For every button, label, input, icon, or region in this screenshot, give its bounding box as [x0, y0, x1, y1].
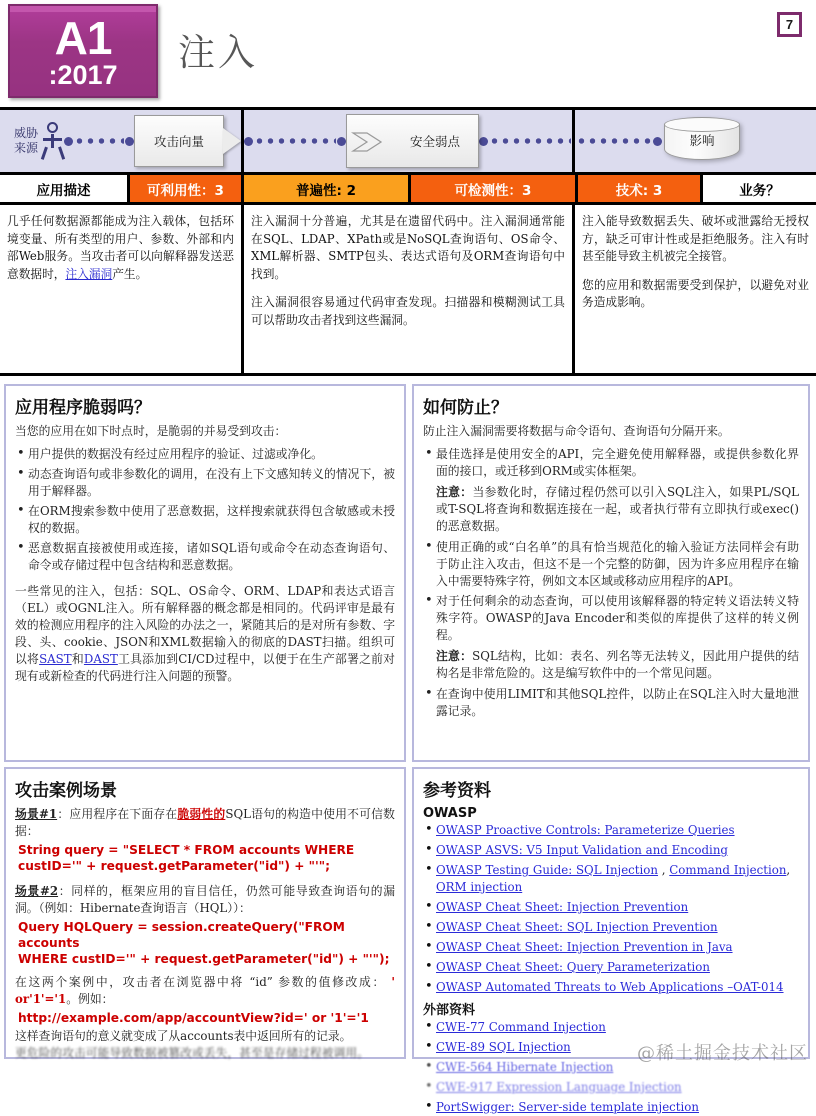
list-item: • 使用正确的或“白名单”的具有恰当规范化的输入验证方法同样会有助于防止注入攻击，但这不是一个完整的防御，因为许多应用程序在输入中需要特殊字符，例如文本区域或移动应用程序的API。: [436, 539, 799, 590]
reference-link[interactable]: CWE-89 SQL Injection: [436, 1040, 571, 1054]
list-item: [436, 1019, 799, 1036]
reference-link[interactable]: OWASP Automated Threats to Web Applications –OAT-014: [436, 980, 784, 994]
reference-link[interactable]: OWASP Cheat Sheet: Injection Prevention in Java: [436, 940, 733, 954]
list-item: [436, 919, 799, 936]
reference-link[interactable]: CWE-564 Hibernate Injection: [436, 1060, 614, 1074]
middle-panel-row: [0, 379, 816, 762]
list-item: [436, 1099, 799, 1116]
attack-vector-box: 攻击向量: [134, 115, 224, 167]
dotted-connector-3: [489, 138, 571, 144]
ref-separator-2: ,: [786, 863, 791, 877]
desc1-part1: 几乎任何数据源都能成为注入载体，包括环境变量、所有类型的用户、参数、外部和内部Web服务。当攻击者可以向解释器发送恶意数据时，: [7, 214, 234, 281]
closing-part-b: 。例如：: [66, 992, 114, 1006]
prevent-bullet-list-2: [423, 539, 799, 644]
connector-dot-end-4: [653, 137, 662, 146]
list-item: • 对于任何剩余的动态查询，可以使用该解释器的特定转义语法转义特殊字符。OWASP的Java Encoder和类似的库提供了这样的转义例程。: [436, 593, 799, 644]
threat-source-line-2: 来源: [14, 141, 39, 155]
code-line: custID='" + request.getParameter("id") + "'";: [18, 859, 330, 873]
page-number-badge: 7: [777, 12, 802, 37]
rating-detectability: 可检测性：3: [411, 175, 578, 202]
code-line: String query = "SELECT * FROM accounts WHERE: [18, 843, 355, 857]
note-2-text: SQL结构，比如：表名、列名等无法转义，因此用户提供的结构名是非常危险的。这是编写软件中的一个常见问题。: [436, 649, 799, 680]
reference-link[interactable]: OWASP Cheat Sheet: Query Parameterization: [436, 960, 710, 974]
is-the-application-vulnerable-panel: [4, 384, 406, 762]
description-col-weakness: [244, 205, 575, 376]
impact-label: 影响: [689, 133, 715, 148]
vulnerable-panel-tail: [15, 583, 395, 685]
note-1-label: 注意：: [436, 485, 473, 499]
rating-app-description: 应用描述: [0, 175, 130, 202]
security-weakness-label: 安全弱点: [409, 134, 460, 149]
scenario-1-text-a: ：应用程序在下面存在: [57, 807, 178, 821]
prevent-bullet-list: [423, 446, 799, 480]
attack-scenarios-panel: [4, 767, 406, 1059]
threat-source-label: [14, 126, 38, 156]
note-1-text: 当参数化时，存储过程仍然可以引入SQL注入，如果PL/SQL或T-SQL将查询和数据连接在一起，或者执行带有立即执行或exec()的恶意数据。: [436, 485, 799, 533]
closing-payload: ' or'1'='1: [15, 975, 395, 1006]
list-item: • 用户提供的数据没有经过应用程序的验证、过滤或净化。: [28, 446, 395, 463]
description-text-3a: 注入能导致数据丢失、破坏或泄露给无授权方，缺乏可审计性或是拒绝服务。注入有时甚至能导致主机被完全接管。: [582, 214, 809, 263]
vulnerable-panel-intro: 当您的应用在如下时点时，是脆弱的并易受到攻击：: [15, 424, 287, 438]
reference-link[interactable]: OWASP Cheat Sheet: Injection Prevention: [436, 900, 689, 914]
scenario-1-label: 场景#1: [15, 807, 58, 821]
vulnerable-panel-title: 应用程序脆弱吗？: [15, 398, 151, 418]
description-col-app: [0, 205, 244, 376]
references-external-heading: 外部资料: [423, 1003, 476, 1018]
watermark: @稀土掘金技术社区: [637, 1043, 808, 1064]
ref-separator-1: ,: [658, 863, 670, 877]
note-2-label: 注意：: [436, 649, 473, 663]
description-col-impact: [575, 205, 816, 376]
list-item: [436, 1059, 799, 1076]
dotted-connector-4: [576, 138, 652, 144]
list-item: • 动态查询语句或非参数化的调用，在没有上下文感知转义的情况下，被用于解释器。: [28, 466, 395, 500]
description-row: [0, 205, 816, 379]
list-item: [436, 862, 799, 896]
badge-id: A1: [54, 12, 112, 64]
prevent-panel-title: 如何防止？: [423, 398, 508, 418]
scenario-1-code: [18, 842, 395, 874]
scenario-1-text: [15, 806, 395, 840]
reference-link[interactable]: OWASP Testing Guide: SQL Injection: [436, 863, 659, 877]
scenario-2-body: ：同样的，框架应用的盲目信任，仍然可能导致查询语句的漏洞。（例如：Hibernate查询语言（HQL））：: [15, 884, 395, 915]
sast-link[interactable]: SAST: [39, 652, 72, 666]
list-item: [436, 842, 799, 859]
tail-part-2: 工具添加到CI/CD过程中，以便于在生产部署之前对现有或新检查的代码进行注入问题的预警。: [15, 652, 395, 683]
attack-url: http://example.com/app/accountView?id=' or '1'='1: [18, 1011, 369, 1025]
attack-final-line-2: 更危险的攻击可能导致数据被篡改或丢失，甚至是存储过程被调用。: [15, 1046, 369, 1060]
risk-badge: [8, 4, 158, 98]
injection-flaw-link[interactable]: 注入漏洞: [65, 266, 113, 281]
list-item: [436, 959, 799, 976]
connector-dot-start-2: [244, 137, 253, 146]
rating-bar: [0, 175, 816, 205]
reference-link[interactable]: CWE-917 Expression Language Injection: [436, 1080, 682, 1094]
prevent-note-2: [423, 648, 799, 682]
badge-year: :2017: [48, 60, 118, 90]
dotted-connector: [74, 138, 124, 144]
page-title: 注入: [178, 31, 258, 74]
attack-final-line-1: 这样查询语句的意义就变成了从accounts表中返回所有的记录。: [15, 1029, 352, 1043]
how-to-prevent-panel: [412, 384, 810, 762]
description-text-2b: 注入漏洞很容易通过代码审查发现。扫描器和模糊测试工具可以帮助攻击者找到这些漏洞。: [251, 295, 565, 327]
database-cylinder-icon: [664, 117, 740, 165]
scenario-2-code: [18, 919, 395, 967]
list-item: • 在查询中使用LIMIT和其他SQL控件，以防止在SQL注入时大量地泄露记录。: [436, 686, 799, 720]
reference-link[interactable]: OWASP ASVS: V5 Input Validation and Encoding: [436, 843, 728, 857]
description-text-2a: 注入漏洞十分普遍，尤其是在遗留代码中。注入漏洞通常能在SQL、LDAP、XPath或是NoSQL查询语句、OS命令、XML解析器、SMTP包头、表达式语句及ORM查询语句中找到。: [251, 214, 565, 281]
list-item: [436, 979, 799, 996]
external-reference-list: [423, 1019, 799, 1116]
reference-link[interactable]: OWASP Cheat Sheet: SQL Injection Prevention: [436, 920, 718, 934]
connector-dot-end-2: [337, 137, 346, 146]
owasp-reference-list: [423, 822, 799, 996]
closing-part-a: 在这两个案例中，攻击者在浏览器中将 “id” 参数的值修改成：: [15, 975, 386, 989]
prevent-bullet-list-3: [423, 686, 799, 720]
references-owasp-heading: OWASP: [423, 806, 477, 821]
scenario-2-text: [15, 883, 395, 917]
tail-part-1: 一些常见的注入，包括：SQL、OS命令、ORM、LDAP和表达式语言（EL）或OGNL注入。所有解释器的概念都是相同的。代码评审是最有效的检测应用程序的注入风险的办法之一，紧随其后的是对所有参数、字段、头、cookie、JSON和XML数据输入的彻底的DAST扫描。组织可以将: [15, 584, 395, 666]
list-item: [436, 1079, 799, 1096]
code-line: WHERE custID='" + request.getParameter("id") + "'");: [18, 952, 390, 966]
prevent-panel-intro: 防止注入漏洞需要将数据与命令语句、查询语句分隔开来。: [423, 424, 730, 438]
threat-source-line-1: 威胁: [14, 126, 39, 140]
scenario-2-label: 场景#2: [15, 884, 59, 898]
threat-flow-diagram: [0, 110, 816, 175]
attack-closing-text: [15, 974, 395, 1008]
vulnerable-bullet-list: [15, 446, 395, 574]
list-item: • 在ORM搜索参数中使用了恶意数据，这样搜索就获得包含敏感或未授权的数据。: [28, 503, 395, 537]
code-line: Query HQLQuery = session.createQuery("FROM accounts: [18, 920, 345, 950]
rating-exploitability: 可利用性：3: [130, 175, 244, 202]
dast-link[interactable]: DAST: [83, 652, 118, 666]
tail-mid: 和: [71, 652, 84, 666]
connector-dot-end: [125, 137, 134, 146]
reference-link-orm-injection[interactable]: ORM injection: [436, 880, 523, 894]
references-panel-title: 参考资料: [423, 781, 491, 801]
reference-link[interactable]: PortSwigger: Server-side template injection: [436, 1100, 699, 1114]
description-text-3b: 您的应用和数据需要受到保护，以避免对业务造成影响。: [582, 277, 809, 309]
reference-link[interactable]: OWASP Proactive Controls: Parameterize Queries: [436, 823, 735, 837]
attack-panel-title: 攻击案例场景: [15, 781, 117, 801]
diagram-cell-weakness: [244, 110, 575, 172]
list-item: [436, 899, 799, 916]
scenario-1-highlight: 脆弱性的: [177, 807, 226, 821]
bottom-panel-row: [0, 762, 816, 1114]
prevent-note-1: [423, 484, 799, 535]
diagram-cell-threat-agents: [0, 110, 244, 172]
list-item: [436, 822, 799, 839]
diagram-cell-impact: [575, 110, 816, 172]
rating-technical: 技术: 3: [578, 175, 703, 202]
list-item: [436, 939, 799, 956]
person-icon: [42, 122, 64, 160]
desc1-part2: 产生。: [112, 266, 148, 281]
security-weakness-box: [346, 114, 479, 168]
page-header: [0, 0, 816, 110]
reference-link-command-injection[interactable]: Command Injection: [669, 863, 787, 877]
rating-prevalence: 普遍性: 2: [244, 175, 411, 202]
arrow-right-icon: [223, 128, 241, 154]
description-text-1: [7, 213, 234, 283]
reference-link[interactable]: CWE-77 Command Injection: [436, 1020, 606, 1034]
list-item: • 恶意数据直接被使用或连接，诸如SQL语句或命令在动态查询语句、命令或存储过程中包含结构和恶意数据。: [28, 540, 395, 574]
references-panel: [412, 767, 810, 1114]
list-item: [436, 1039, 799, 1056]
scenario-1-text-b: SQL语句的构造中使用不可信数据：: [15, 807, 395, 838]
dotted-connector-2: [254, 138, 336, 144]
connector-dot-start-3: [479, 137, 488, 146]
rating-business: 业务？: [703, 175, 816, 202]
connector-dot-start: [64, 137, 73, 146]
list-item: • 最佳选择是使用安全的API，完全避免使用解释器，或提供参数化界面的接口，或迁移到ORM或实体框架。: [436, 446, 799, 480]
chevron-arrow-icon: [351, 124, 387, 160]
